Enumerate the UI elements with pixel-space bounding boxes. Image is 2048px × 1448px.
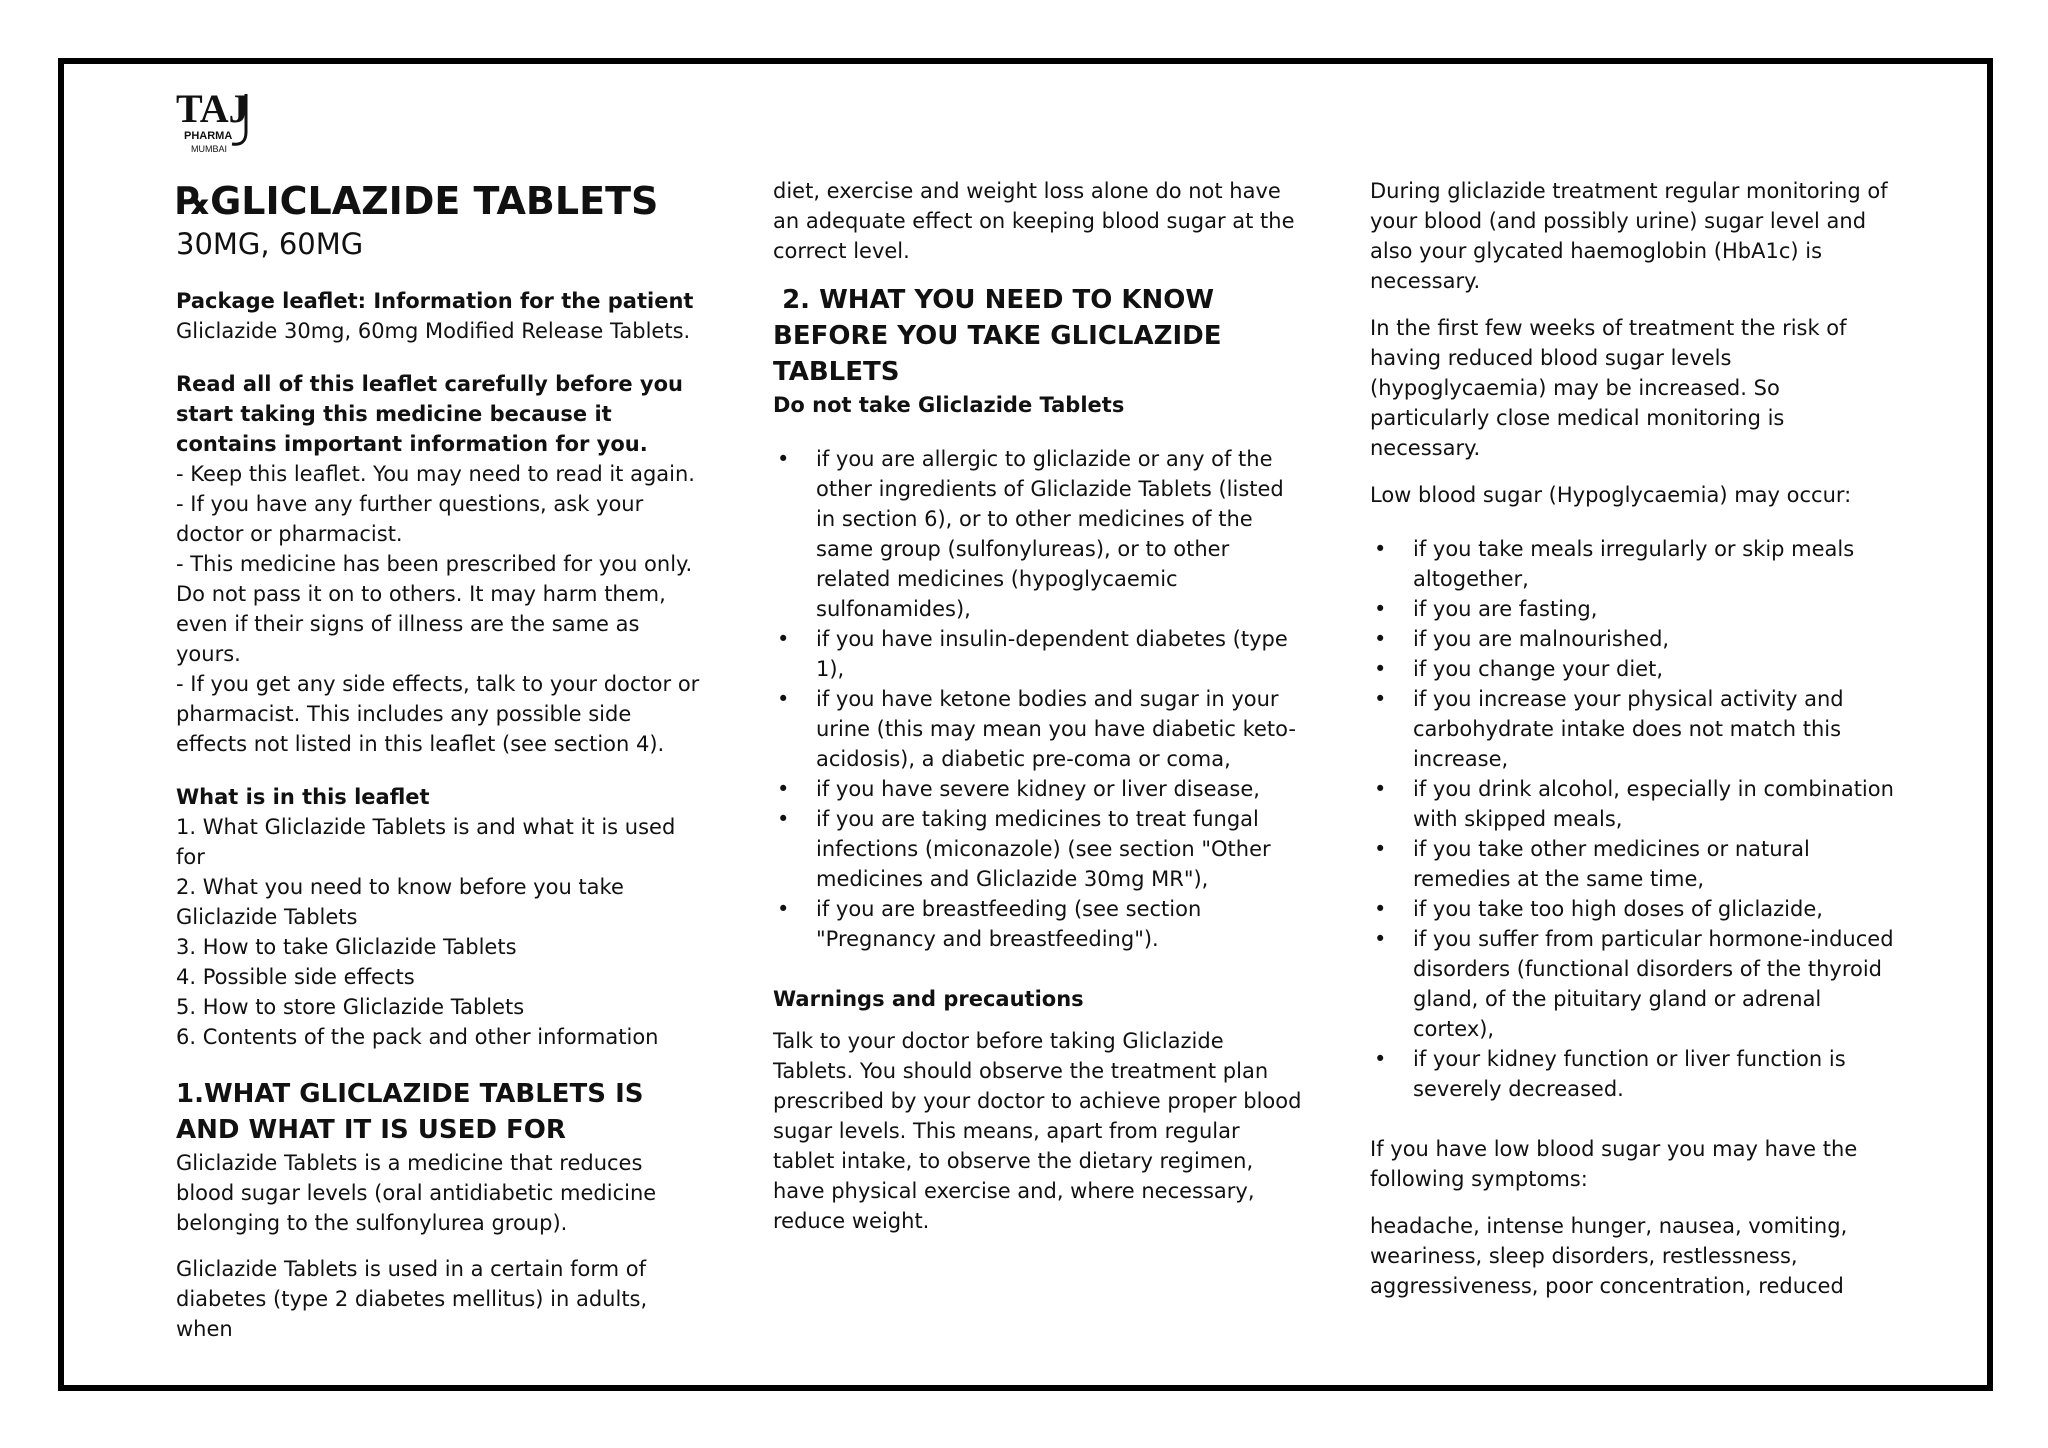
low-sugar-cause: • if you suffer from particular hormone-induced disorders (functional disorders of the thyroid gland, of the pituitary gland or adrenal cortex), — [1370, 924, 1900, 1044]
product-strengths: 30MG, 60MG — [176, 227, 364, 261]
rx-symbol: ℞ — [176, 179, 211, 223]
contents-item: 4. Possible side effects — [176, 965, 415, 989]
low-sugar-cause: • if you take other medicines or natural remedies at the same time, — [1370, 834, 1900, 894]
taj-pharma-logo — [176, 88, 266, 158]
continuation-text: diet, exercise and weight loss alone do not have an adequate effect on keeping blood sugar at the correct level. — [773, 179, 1295, 263]
section1-paragraph: Gliclazide Tablets is used in a certain form of diabetes (type 2 diabetes mellitus) in adults, when — [176, 1257, 648, 1341]
warnings-text: Talk to your doctor before taking Gliclazide Tablets. You should observe the treatment plan prescribed by your doctor to achieve proper blood sugar levels. This means, apart from regular tablet intake, to observe the dietary regimen, have physical exercise and, where necessary, reduce weight. — [773, 1029, 1302, 1233]
advice-item: - This medicine has been prescribed for you only. Do not pass it on to others. It may harm them, even if their signs of illness are the same as yours. — [176, 552, 693, 666]
low-sugar-cause: • if your kidney function or liver function is severely decreased. — [1370, 1044, 1900, 1104]
low-sugar-cause: • if you take meals irregularly or skip meals altogether, — [1370, 534, 1900, 594]
column-2 — [773, 176, 1303, 1236]
section2-heading: 2. WHAT YOU NEED TO KNOW BEFORE YOU TAKE GLICLAZIDE TABLETS — [773, 285, 1231, 387]
low-sugar-causes-list — [1370, 534, 1900, 1104]
do-not-take-list — [773, 444, 1303, 954]
low-sugar-cause: • if you take too high doses of gliclazide, — [1370, 894, 1900, 924]
contents-item: 2. What you need to know before you take Gliclazide Tablets — [176, 875, 624, 929]
advice-item: - If you have any further questions, ask your doctor or pharmacist. — [176, 492, 644, 546]
do-not-take-item: • if you have ketone bodies and sugar in your urine (this may mean you have diabetic keto-acidosis), a diabetic pre-coma or coma, — [773, 684, 1303, 774]
contents-item: 3. How to take Gliclazide Tablets — [176, 935, 517, 959]
leaflet-product: Gliclazide 30mg, 60mg Modified Release Tablets. — [176, 319, 691, 343]
column-1 — [176, 178, 706, 1344]
do-not-take-item: • if you are taking medicines to treat fungal infections (miconazole) (see section "Other medicines and Gliclazide 30mg MR"), — [773, 804, 1303, 894]
do-not-take-item: • if you are breastfeeding (see section "Pregnancy and breastfeeding"). — [773, 894, 1303, 954]
product-title: ℞GLICLAZIDE TABLETS — [176, 179, 659, 223]
logo-line2: PHARMA — [184, 130, 233, 142]
do-not-take-heading: Do not take Gliclazide Tablets — [773, 393, 1125, 417]
contents-item: 5. How to store Gliclazide Tablets — [176, 995, 525, 1019]
leaflet-heading: Package leaflet: Information for the patient — [176, 289, 694, 313]
low-sugar-cause: • if you drink alcohol, especially in combination with skipped meals, — [1370, 774, 1900, 834]
advice-item: - If you get any side effects, talk to your doctor or pharmacist. This includes any possible side effects not listed in this leaflet (see section 4). — [176, 672, 700, 756]
advice-item: - Keep this leaflet. You may need to read it again. — [176, 462, 695, 486]
do-not-take-item: • if you have insulin-dependent diabetes (type 1), — [773, 624, 1303, 684]
warnings-heading: Warnings and precautions — [773, 987, 1084, 1011]
first-weeks-text: In the first few weeks of treatment the risk of having reduced blood sugar levels (hypoglycaemia) may be increased. So particularly close medical monitoring is necessary. — [1370, 316, 1847, 460]
low-sugar-cause: • if you are fasting, — [1370, 594, 1900, 624]
do-not-take-item: • if you have severe kidney or liver disease, — [773, 774, 1303, 804]
low-sugar-intro: Low blood sugar (Hypoglycaemia) may occur: — [1370, 483, 1852, 507]
symptoms-text: headache, intense hunger, nausea, vomiting, weariness, sleep disorders, restlessness, aggressiveness, poor concentration, reduced — [1370, 1214, 1848, 1298]
logo-line3: MUMBAI — [191, 144, 227, 154]
symptoms-intro: If you have low blood sugar you may have the following symptoms: — [1370, 1137, 1858, 1191]
low-sugar-cause: • if you change your diet, — [1370, 654, 1900, 684]
column-3 — [1370, 176, 1900, 1301]
contents-item: 1. What Gliclazide Tablets is and what it is used for — [176, 815, 676, 869]
logo-brand: TAJ — [176, 88, 249, 131]
do-not-take-item: • if you are allergic to gliclazide or any of the other ingredients of Gliclazide Tablets (listed in section 6), or to other medicines of the same group (sulfonylureas), or to other related medicines (hypoglycaemic sulfonamides), — [773, 444, 1303, 624]
section1-heading: 1.WHAT GLICLAZIDE TABLETS IS AND WHAT IT IS USED FOR — [176, 1079, 644, 1145]
low-sugar-cause: • if you increase your physical activity and carbohydrate intake does not match this increase, — [1370, 684, 1900, 774]
contents-item: 6. Contents of the pack and other information — [176, 1025, 659, 1049]
contents-list — [176, 812, 706, 1052]
read-warning: Read all of this leaflet carefully before you start taking this medicine because it contains important information for you. — [176, 372, 683, 456]
contents-heading: What is in this leaflet — [176, 785, 430, 809]
low-sugar-cause: • if you are malnourished, — [1370, 624, 1900, 654]
monitoring-text: During gliclazide treatment regular monitoring of your blood (and possibly urine) sugar level and also your glycated haemoglobin (HbA1c) is necessary. — [1370, 179, 1888, 293]
section1-paragraph: Gliclazide Tablets is a medicine that reduces blood sugar levels (oral antidiabetic medicine belonging to the sulfonylurea group). — [176, 1151, 657, 1235]
